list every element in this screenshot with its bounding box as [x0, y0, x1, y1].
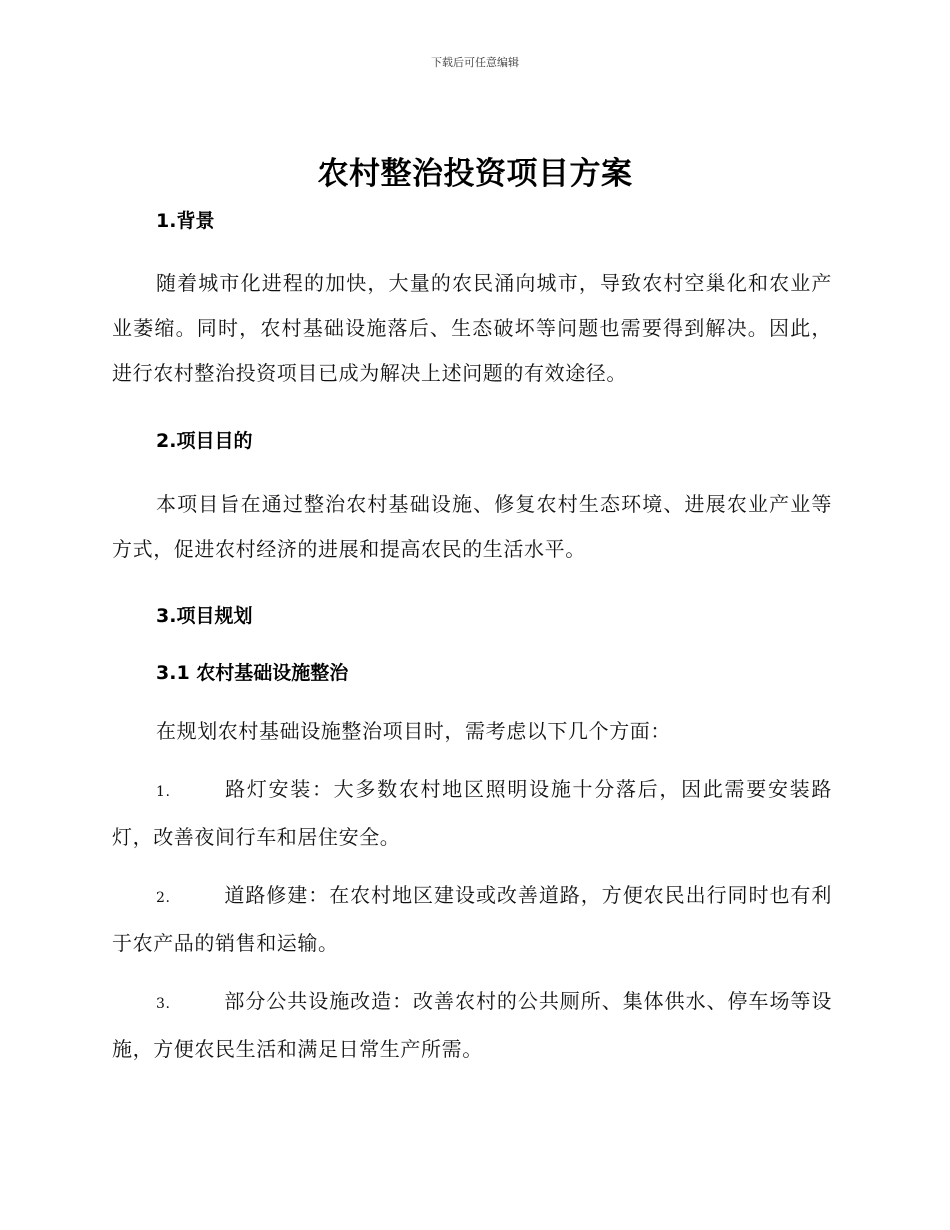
list-item-text: 路灯安装：大多数农村地区照明设施十分落后，因此需要安装路灯，改善夜间行车和居住安全。: [112, 777, 832, 849]
header-note: 下载后可任意编辑: [431, 56, 519, 69]
list-number: 1.: [156, 784, 171, 800]
document-body: [112, 206, 832, 1072]
list-item-text: 道路修建：在农村地区建设或改善道路，方便农民出行同时也有利于农产品的销售和运输。: [112, 883, 832, 955]
list-number: 2.: [156, 890, 171, 906]
list-number: 3.: [156, 996, 171, 1012]
document-title: 农村整治投资项目方案: [317, 156, 633, 192]
paragraph-background: 随着城市化进程的加快，大量的农民涌向城市，导致农村空巢化和农业产业萎缩。同时，农村基础设施落后、生态破坏等问题也需要得到解决。因此，进行农村整治投资项目已成为解决上述问题的有效途径。: [112, 271, 832, 385]
subsection-heading-infrastructure: 3.1 农村基础设施整治: [156, 662, 349, 684]
list-item: [112, 979, 832, 1072]
list-item: [112, 873, 832, 966]
paragraph-purpose: 本项目旨在通过整治农村基础设施、修复农村生态环境、进展农业产业等方式，促进农村经济的进展和提高农民的生活水平。: [112, 492, 832, 561]
paragraph-infrastructure-intro: 在规划农村基础设施整治项目时，需考虑以下几个方面：: [156, 719, 671, 743]
section-heading-purpose: 2.项目目的: [156, 430, 253, 452]
section-heading-background: 1.背景: [156, 210, 215, 232]
section-heading-planning: 3.项目规划: [156, 605, 253, 627]
list-item: [112, 767, 832, 860]
list-item-text: 部分公共设施改造：改善农村的公共厕所、集体供水、停车场等设施，方便农民生活和满足日常生产所需。: [112, 989, 832, 1061]
